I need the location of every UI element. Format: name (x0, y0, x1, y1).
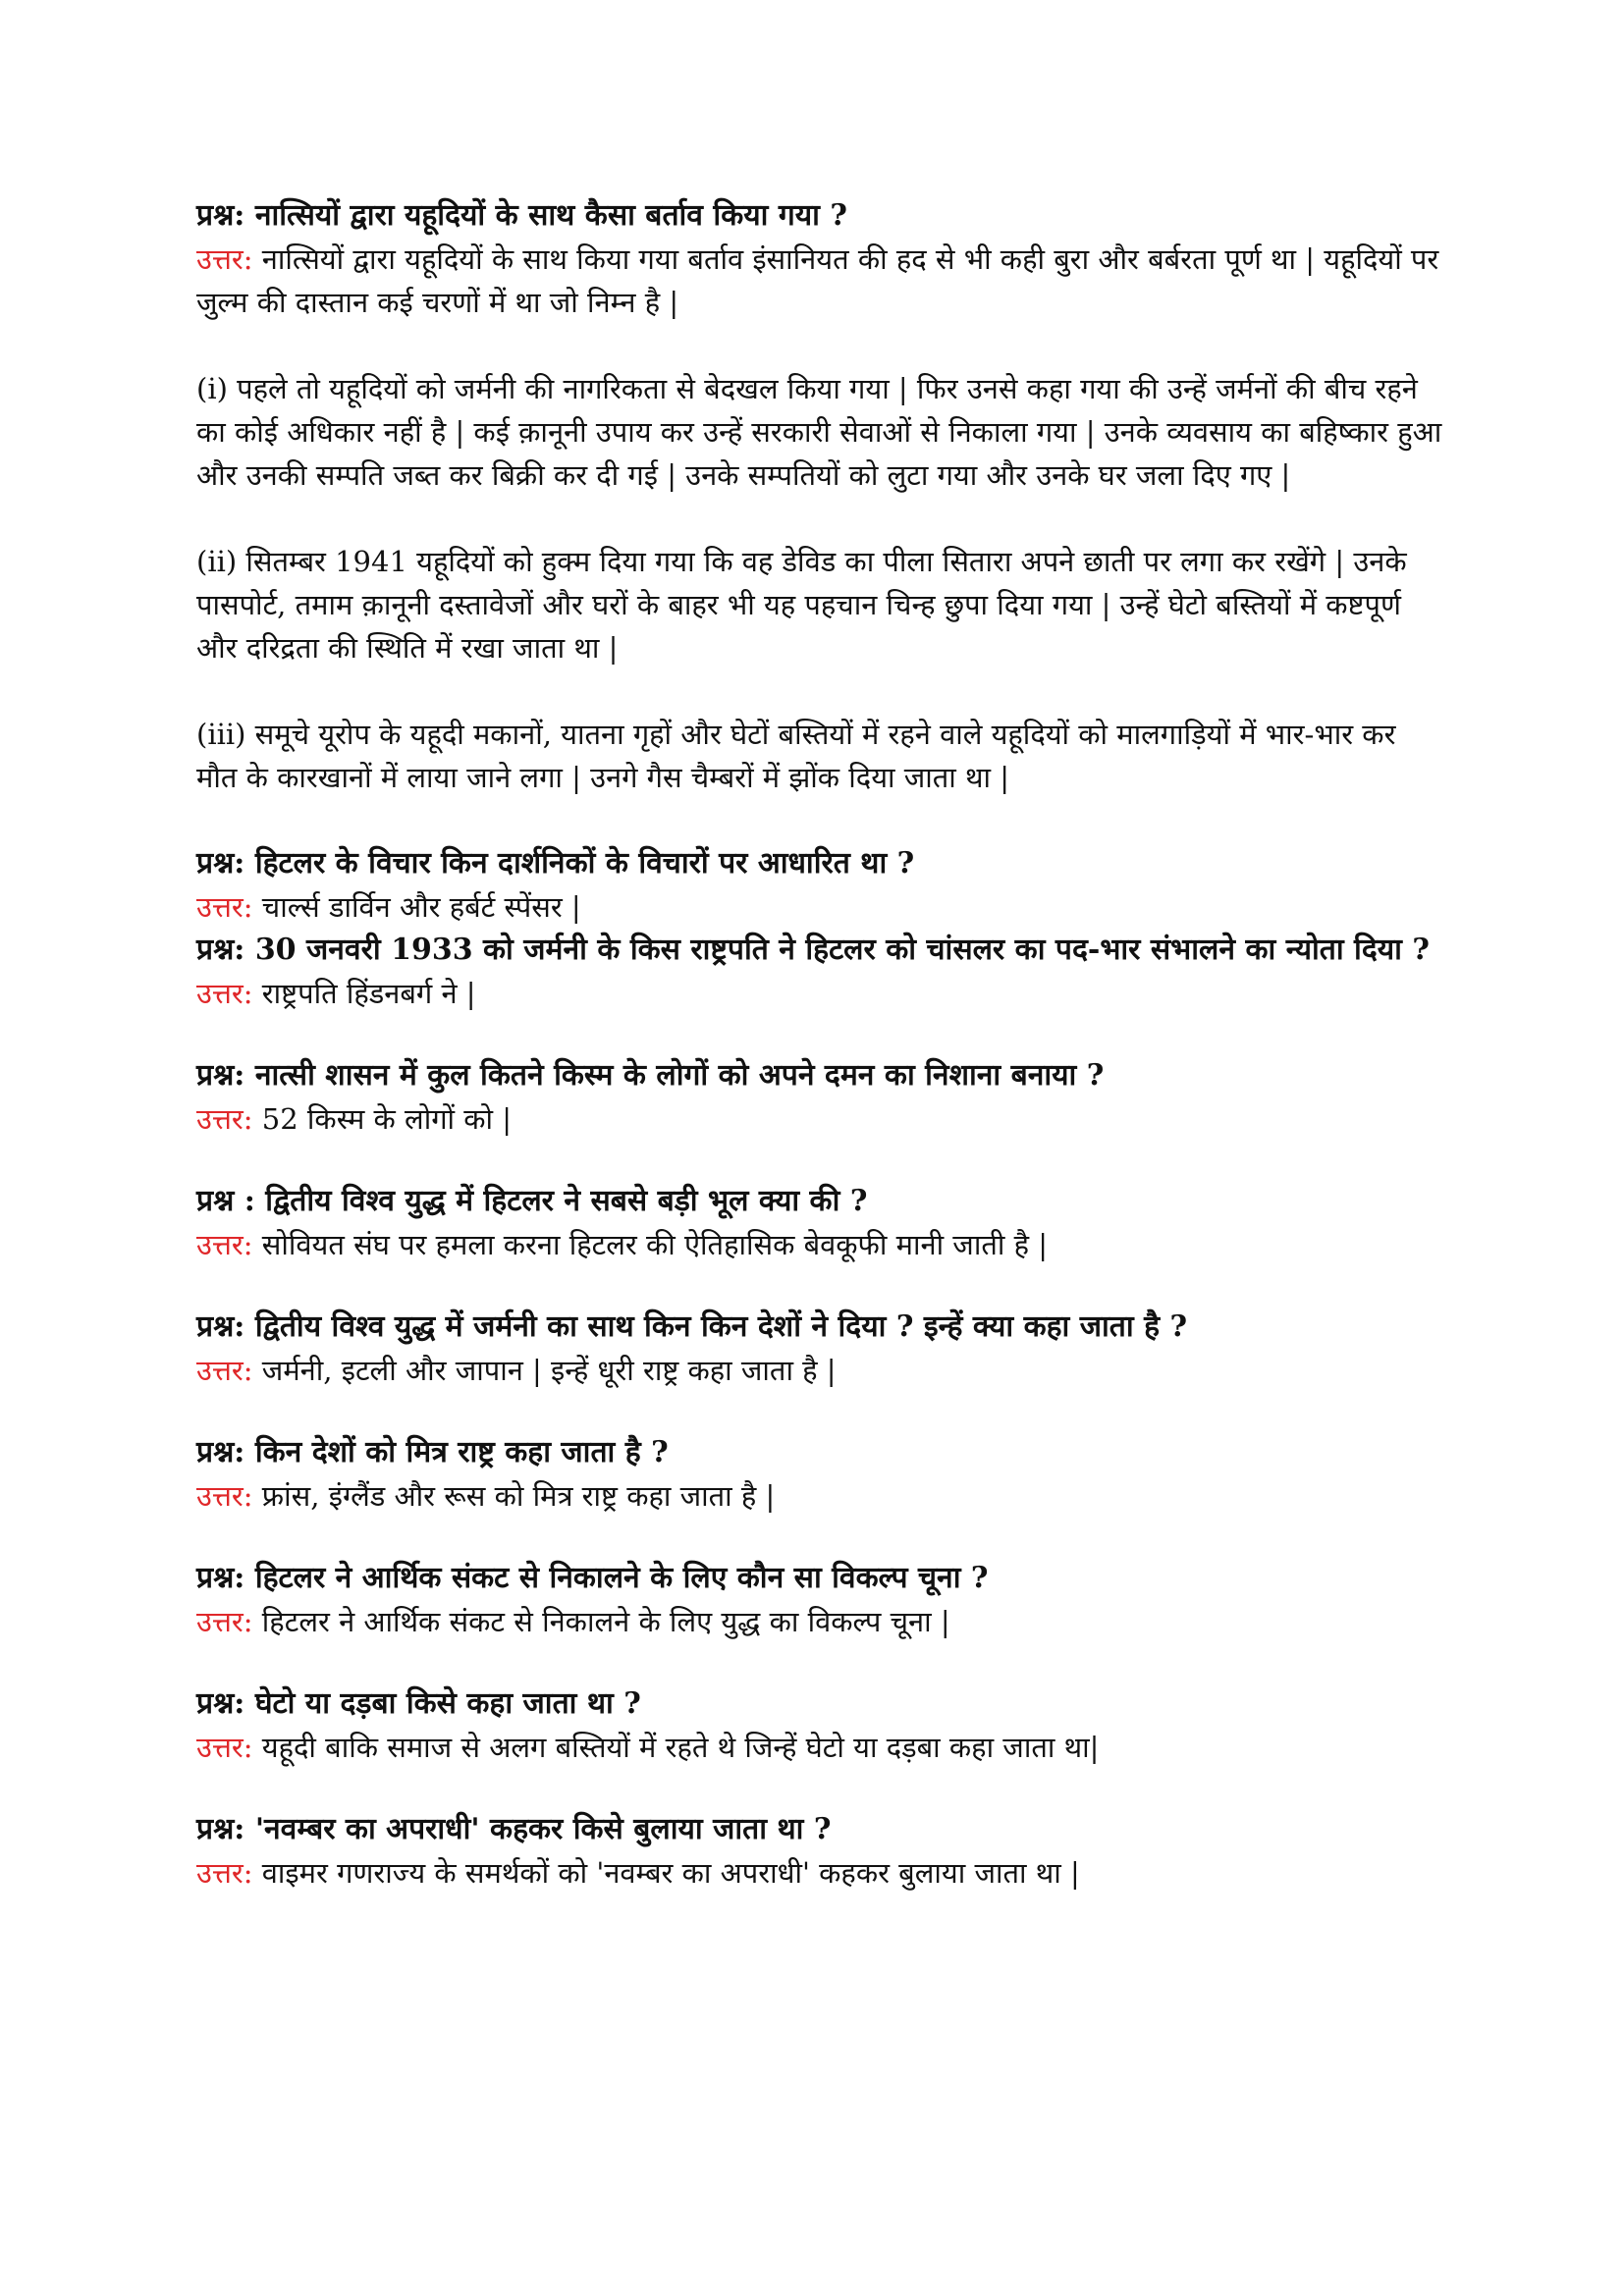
question-text: हिटलर ने आर्थिक संकट से निकालने के लिए कौन सा विकल्प चूना ? (254, 1561, 989, 1595)
question-prefix: प्रश्न: (196, 198, 245, 233)
answer-text: हिटलर ने आर्थिक संकट से निकालने के लिए युद्ध का विकल्प चूना | (261, 1605, 950, 1638)
question-7 (196, 1431, 1443, 1474)
question-1 (196, 194, 1443, 238)
answer-text: चार्ल्स डार्विन और हर्बर्ट स्पेंसर | (261, 890, 581, 924)
question-text: द्वितीय विश्व युद्ध में जर्मनी का साथ किन किन देशों ने दिया ? इन्हें क्या कहा जाता है ? (254, 1309, 1188, 1344)
answer-prefix: उत्तर: (196, 1102, 253, 1136)
answer-1-point-3: (iii) समूचे यूरोप के यहूदी मकानों, यातना गृहों और घेटों बस्तियों में रहने वाले यहूदियों को मालगाड़ियों में भार-भार कर मौत के कारखानों में लाया जाने लगा | उनगे गैस चैम्बरों में झोंक दिया जाता था | (196, 718, 1396, 794)
question-text: नात्सियों द्वारा यहूदियों के साथ कैसा बर्ताव किया गया ? (254, 198, 847, 233)
question-text: नात्सी शासन में कुल कितने किस्म के लोगों को अपने दमन का निशाना बनाया ? (254, 1058, 1105, 1093)
answer-prefix: उत्तर: (196, 1856, 253, 1890)
answer-prefix: उत्तर: (196, 1228, 253, 1261)
answer-9 (196, 1726, 1443, 1769)
answer-8 (196, 1600, 1443, 1643)
answer-text: राष्ट्रपति हिंडनबर्ग ने | (261, 977, 476, 1010)
answer-text: नात्सियों द्वारा यहूदियों के साथ किया गया बर्ताव इंसानियत की हद से भी कही बुरा और बर्बरता पूर्ण था | यहूदियों पर जुल्म की दास्तान कई चरणों में था जो निम्न है | (196, 242, 1439, 319)
question-prefix: प्रश्न: (196, 846, 245, 881)
question-2 (196, 842, 1443, 885)
answer-1-point-1: (i) पहले तो यहूदियों को जर्मनी की नागरिकता से बेदखल किया गया | फिर उनसे कहा गया की उन्हें जर्मनों की बीच रहने का कोई अधिकार नहीं है | कई क़ानूनी उपाय कर उन्हें सरकारी सेवाओं से निकाला गया | उनके व्यवसाय का बहिष्कार हुआ और उनकी सम्पति जब्त कर बिक्री कर दी गई | उनके सम्पतियों को लुटा गया और उनके घर जला दिए गए | (196, 372, 1442, 492)
question-prefix: प्रश्न: (196, 1058, 245, 1093)
answer-7 (196, 1474, 1443, 1518)
question-text: किन देशों को मित्र राष्ट्र कहा जाता है ? (254, 1435, 669, 1469)
answer-text: 52 किस्म के लोगों को | (261, 1102, 513, 1136)
answer-prefix: उत्तर: (196, 1731, 253, 1764)
question-8 (196, 1557, 1443, 1600)
answer-10 (196, 1851, 1443, 1895)
question-prefix: प्रश्न: (196, 1686, 245, 1721)
question-prefix: प्रश्न: (196, 1812, 245, 1846)
answer-6 (196, 1349, 1443, 1392)
answer-text: जर्मनी, इटली और जापान | इन्हें धूरी राष्ट्र कहा जाता है | (261, 1354, 837, 1387)
answer-2 (196, 885, 1443, 929)
answer-3 (196, 972, 1443, 1015)
answer-prefix: उत्तर: (196, 1605, 253, 1638)
question-text: 'नवम्बर का अपराधी' कहकर किसे बुलाया जाता था ? (254, 1812, 832, 1846)
question-9 (196, 1682, 1443, 1726)
question-text: घेटो या दड़बा किसे कहा जाता था ? (254, 1686, 641, 1721)
question-text: 30 जनवरी 1933 को जर्मनी के किस राष्ट्रपति ने हिटलर को चांसलर का पद-भार संभालने का न्योता दिया ? (254, 933, 1430, 967)
answer-text: सोवियत संघ पर हमला करना हिटलर की ऐतिहासिक बेवकूफी मानी जाती है | (261, 1228, 1048, 1261)
question-4 (196, 1054, 1443, 1097)
answer-5 (196, 1223, 1443, 1266)
question-6 (196, 1306, 1443, 1349)
question-text: हिटलर के विचार किन दार्शनिकों के विचारों पर आधारित था ? (254, 846, 915, 881)
document-page (196, 194, 1443, 1895)
question-prefix: प्रश्न: (196, 1561, 245, 1595)
question-prefix: प्रश्न: (196, 1435, 245, 1469)
answer-4 (196, 1097, 1443, 1141)
question-10 (196, 1808, 1443, 1851)
question-prefix: प्रश्न: (196, 1309, 245, 1344)
answer-text: यहूदी बाकि समाज से अलग बस्तियों में रहते थे जिन्हें घेटो या दड़बा कहा जाता था| (261, 1731, 1100, 1764)
question-prefix: प्रश्न : (196, 1184, 255, 1218)
answer-prefix: उत्तर: (196, 977, 253, 1010)
question-5 (196, 1180, 1443, 1223)
answer-text: फ्रांस, इंग्लैंड और रूस को मित्र राष्ट्र कहा जाता है | (261, 1479, 776, 1513)
answer-text: वाइमर गणराज्य के समर्थकों को 'नवम्बर का अपराधी' कहकर बुलाया जाता था | (261, 1856, 1080, 1890)
answer-prefix: उत्तर: (196, 890, 253, 924)
answer-prefix: उत्तर: (196, 242, 253, 276)
answer-1 (196, 238, 1443, 324)
question-3 (196, 929, 1443, 972)
question-text: द्वितीय विश्व युद्ध में हिटलर ने सबसे बड़ी भूल क्या की ? (265, 1184, 868, 1218)
answer-1-point-2: (ii) सितम्बर 1941 यहूदियों को हुक्म दिया गया कि वह डेविड का पीला सितारा अपने छाती पर लगा कर रखेंगे | उनके पासपोर्ट, तमाम क़ानूनी दस्तावेजों और घरों के बाहर भी यह पहचान चिन्ह छुपा दिया गया | उन्हें घेटो बस्तियों में कष्टपूर्ण और दरिद्रता की स्थिति में रखा जाता था | (196, 545, 1407, 665)
answer-prefix: उत्तर: (196, 1479, 253, 1513)
answer-prefix: उत्तर: (196, 1354, 253, 1387)
question-prefix: प्रश्न: (196, 933, 245, 967)
